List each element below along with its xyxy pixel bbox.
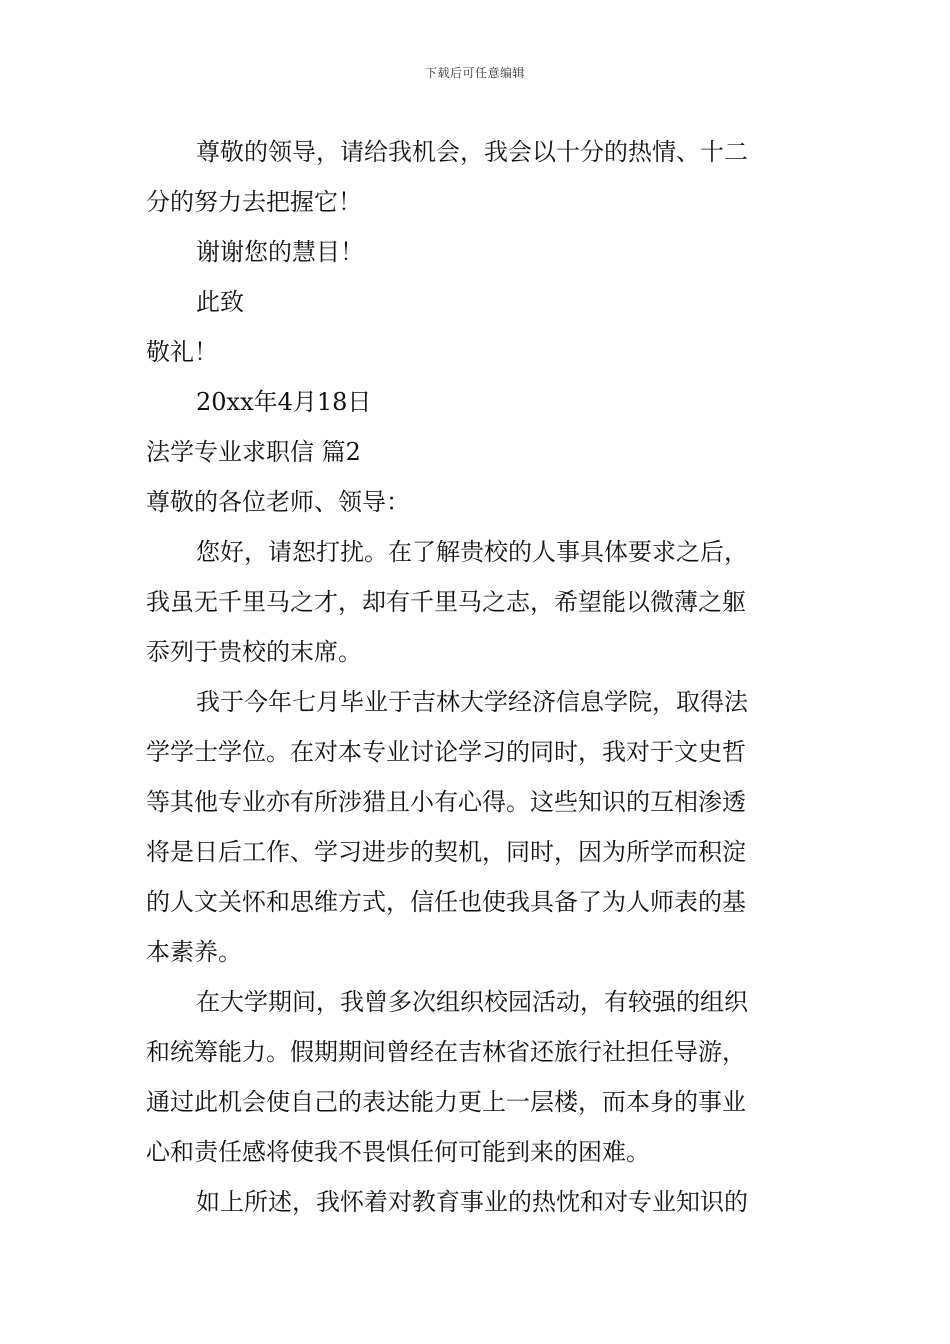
letter-body (146, 127, 814, 1227)
paragraph-line: 心和责任感将使我不畏惧任何可能到来的困难。 (146, 1138, 650, 1166)
paragraph-line: 和统筹能力。假期期间曾经在吉林省还旅行社担任导游， (146, 1038, 746, 1066)
closing-line: 此致 (196, 288, 244, 316)
paragraph-line: 的人文关怀和思维方式，信任也使我具备了为人师表的基 (146, 888, 746, 916)
greeting-line: 尊敬的各位老师、领导： (146, 488, 410, 516)
paragraph-line: 学学士学位。在对本专业讨论学习的同时，我对于文史哲 (146, 738, 746, 766)
paragraph-line: 本素养。 (146, 938, 242, 966)
salutation-line: 敬礼！ (146, 338, 218, 366)
date-line: 20xx年4月18日 (196, 388, 372, 416)
paragraph-line: 我虽无千里马之才，却有千里马之志，希望能以微薄之躯 (146, 588, 746, 616)
paragraph-line: 忝列于贵校的末席。 (146, 638, 362, 666)
paragraph-line: 通过此机会使自己的表达能力更上一层楼，而本身的事业 (146, 1088, 746, 1116)
thanks-line: 谢谢您的慧目！ (196, 238, 364, 266)
header-note: 下载后可任意编辑 (424, 66, 525, 80)
section-title: 法学专业求职信 篇2 (146, 438, 361, 466)
paragraph-line: 分的努力去把握它！ (146, 188, 362, 216)
paragraph-line: 等其他专业亦有所涉猎且小有心得。这些知识的互相渗透 (146, 788, 746, 816)
paragraph-line: 我于今年七月毕业于吉林大学经济信息学院，取得法 (196, 688, 748, 716)
paragraph-line: 将是日后工作、学习进步的契机，同时，因为所学而积淀 (146, 838, 746, 866)
paragraph-line: 尊敬的领导，请给我机会，我会以十分的热情、十二 (196, 138, 748, 166)
paragraph-line: 在大学期间，我曾多次组织校园活动，有较强的组织 (196, 988, 748, 1016)
paragraph-line: 如上所述，我怀着对教育事业的热忱和对专业知识的 (196, 1188, 748, 1216)
paragraph-line: 您好，请恕打扰。在了解贵校的人事具体要求之后， (196, 538, 748, 566)
